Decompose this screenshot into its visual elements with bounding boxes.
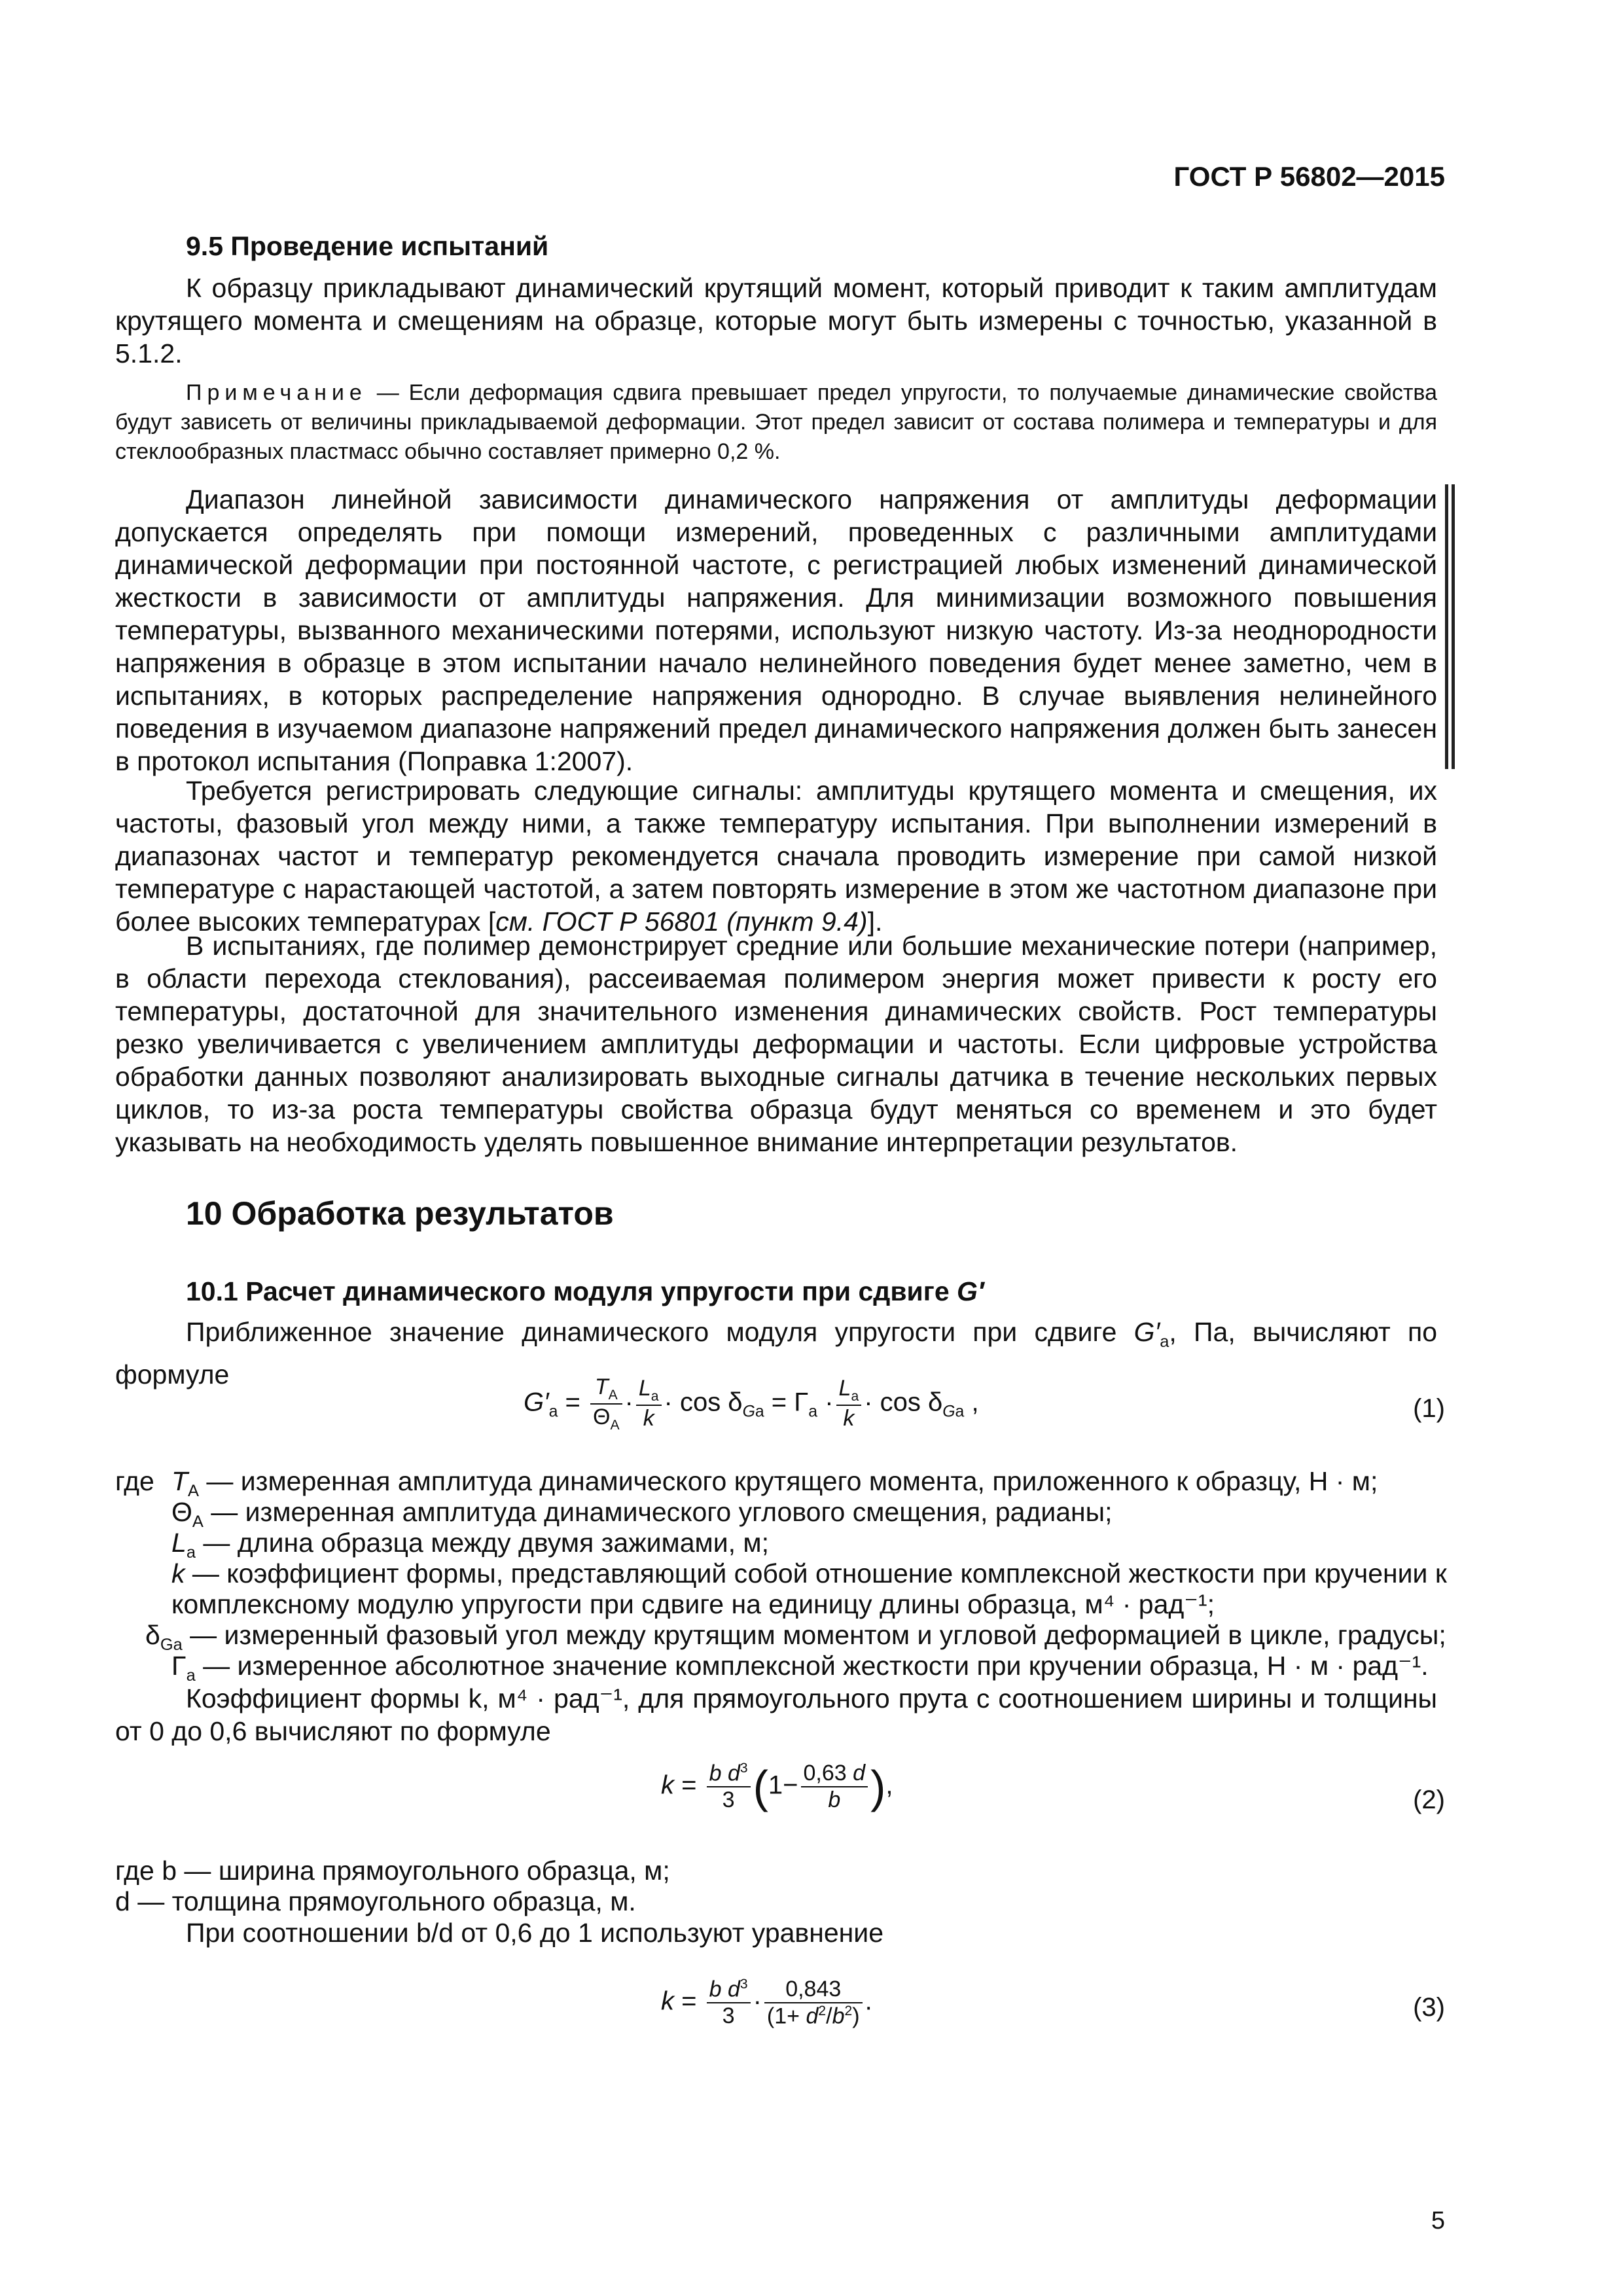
- paragraph-9-5-4: В испытаниях, где полимер демонстрирует средние или большие механические потери (например, в области перехода стеклования), рассеиваемая полимером энергия может привести к росту его температуры, достаточной для значительного изменения динамических свойств. Рост температуры резко увеличивается с увеличением амплитуды деформации и частоты. Если цифровые устройства обработки данных позволяют анализировать выходные сигналы датчика в течение нескольких первых циклов, то из-за роста температуры свойства образца будут меняться со временем и это будет указывать на необходимость уделять повышенное внимание интерпретации результатов.: [115, 931, 1437, 1157]
- section-10-1-text: 10.1 Расчет динамического модуля упругости при сдвиге: [186, 1276, 957, 1306]
- paragraph-9-5-1: К образцу прикладывают динамический крутящий момент, который приводит к таким амплитудам крутящего момента и смещениям на образце, которые могут быть измерены с точностью, указанной в 5.1.2.: [115, 273, 1437, 368]
- note-text: — Если деформация сдвига превышает предел упругости, то получаемые динамические свойства будут зависеть от величины прикладываемой деформации. Этот предел зависит от состава полимера и температуры и для стеклообразных пластмасс обычно составляет примерно 0,2 %.: [115, 380, 1437, 464]
- def-row-theta: $\Theta_A$ — измеренная амплитуда динамического углового смещения, радианы;: [171, 1497, 1113, 1532]
- section-10-1-title: [186, 1276, 984, 1307]
- def-row-k: k — коэффициент формы, представляющий собой отношение комплексной жесткости при кручении к комплексному модулю упругости при сдвиге на единицу длины образца, м⁴ · рад⁻¹;: [171, 1558, 1447, 1619]
- paragraph-9-5-3: [115, 774, 1437, 938]
- equation-3-number: (3): [1413, 1993, 1445, 2022]
- equation-3: k = $\frac{b d^3}{3}$ · $\frac{0,843}{(1+ d^2/b^2)}$ .: [661, 1977, 872, 2029]
- p3-reference: см. ГОСТ Р 56801 (пункт 9.4): [495, 906, 868, 937]
- intro-text-a: Приближенное значение динамического модуля упругости при сдвиге: [186, 1317, 1134, 1347]
- section-9-5-title: 9.5 Проведение испытаний: [186, 231, 549, 261]
- note-label: Примечание: [186, 380, 367, 405]
- p3-text: Требуется регистрировать следующие сигналы: амплитуды крутящего момента и смещения, их частоты, фазовый угол между ними, а также температуру испытания. При выполнении измерений в диапазонах частот и температур рекомендуется сначала проводить измерение при самой низкой температуре с нарастающей частотой, а затем повторять измерение в этом же частотном диапазоне при более высоких температурах [: [115, 776, 1437, 937]
- def-row-gamma: $\Gamma_a$ — измеренное абсолютное значение комплексной жесткости при кручении образца, Н · м · рад⁻¹.: [171, 1651, 1429, 1685]
- def-row-T: $T_A$ — измеренная амплитуда динамического крутящего момента, приложенного к образцу, Н · м;: [171, 1466, 1378, 1501]
- intro-symbol: G′: [1133, 1317, 1160, 1347]
- intro-text-b: , Па, вычисляют по формуле: [115, 1317, 1437, 1390]
- ratio-text: При соотношении b/d от 0,6 до 1 используют уравнение: [186, 1918, 883, 1948]
- equation-1: $G'_a$ = $\frac{T_A}{\Theta_A}$ · $\frac{L_a}{k}$ · $\cos \delta_{Ga} = \Gamma_a$ · $\frac{L_a}{k}$ · $\cos \delta_{Ga}$ ,: [524, 1374, 979, 1433]
- change-bar-left: [1445, 484, 1448, 769]
- intro-subscript: a: [1160, 1333, 1169, 1352]
- d-definition: d — толщина прямоугольного образца, м.: [115, 1886, 636, 1916]
- change-bar-right: [1452, 484, 1455, 769]
- equation-2: k = $\frac{b d^3}{3}$ (1− $\frac{0,63 d}{b}$ ),: [661, 1761, 893, 1813]
- p3-end: ].: [867, 906, 883, 937]
- where-label: где: [115, 1466, 154, 1496]
- note: [115, 378, 1437, 467]
- shape-factor-text: Коэффициент формы k, м⁴ · рад⁻¹, для прямоугольного прута с соотношением ширины и толщины от 0 до 0,6 вычисляют по формуле: [115, 1683, 1437, 1746]
- b-definition: где b — ширина прямоугольного образца, м;: [115, 1856, 670, 1886]
- page-number: 5: [1431, 2207, 1445, 2234]
- standard-number: ГОСТ Р 56802—2015: [1173, 161, 1445, 192]
- section-10-1-symbol: G′: [957, 1276, 984, 1306]
- equation-2-number: (2): [1413, 1785, 1445, 1814]
- equation-1-number: (1): [1413, 1394, 1445, 1423]
- def-row-delta: $\delta_{Ga}$ — измеренный фазовый угол между крутящим моментом и угловой деформацией в цикле, градусы;: [145, 1620, 1446, 1655]
- def-row-L: $L_a$ — длина образца между двумя зажимами, м;: [171, 1528, 769, 1562]
- paragraph-9-5-2: Диапазон линейной зависимости динамического напряжения от амплитуды деформации допускается определять при помощи измерений, проведенных с различными амплитудами динамической деформации при постоянной частоте, с регистрацией любых изменений динамической жесткости в зависимости от амплитуды напряжения. Для минимизации возможного повышения температуры, вызванного механическими потерями, используют низкую частоту. Из-за неоднородности напряжения в образце в этом испытании начало нелинейного поведения будет менее заметно, чем в испытаниях, в которых распределение напряжения однородно. В случае выявления нелинейного поведения в изучаемом диапазоне напряжений предел динамического напряжения должен быть занесен в протокол испытания (Поправка 1:2007).: [115, 484, 1437, 776]
- section-10-title: 10 Обработка результатов: [186, 1195, 614, 1232]
